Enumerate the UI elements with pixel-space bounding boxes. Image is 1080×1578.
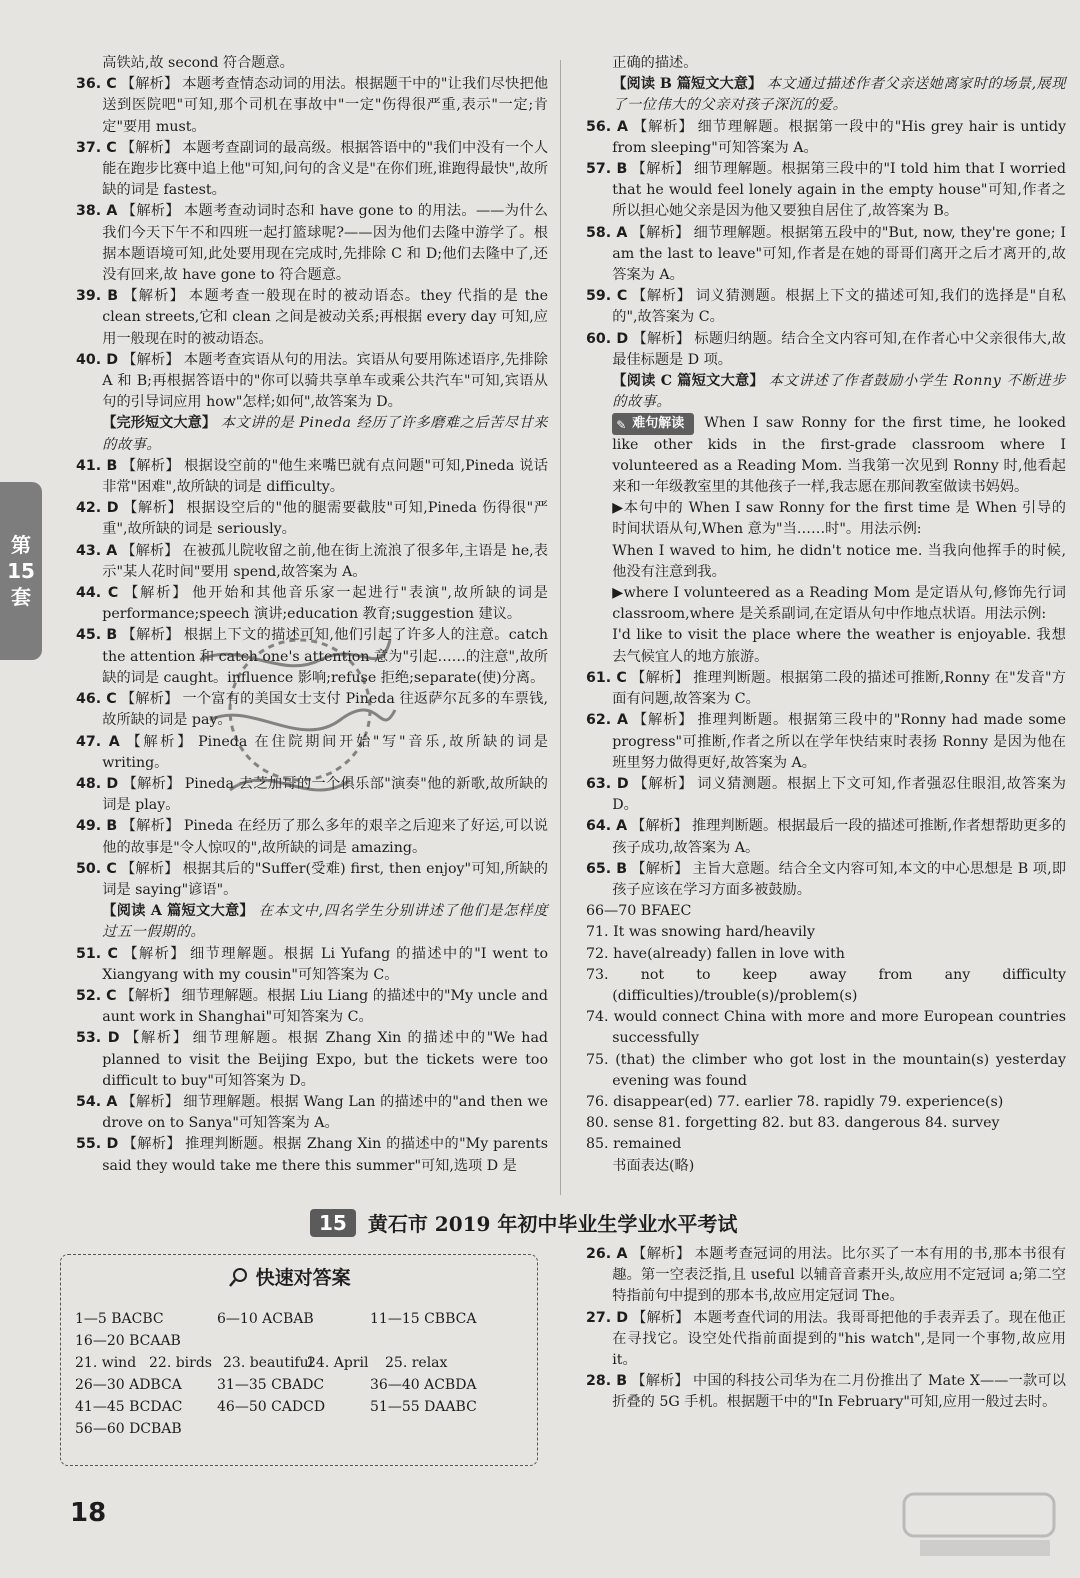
answer-item (76, 286, 548, 350)
question-number: 51. C (76, 945, 118, 962)
analysis-text: 推理判断题。根据最后一段的描述可推断,作者想帮助更多的孩子成功,故答案为 A。 (612, 818, 1066, 856)
answer-item (586, 859, 1066, 901)
page-number: 18 (70, 1498, 107, 1528)
grammar-note: ▶本句中的 When I saw Ronny for the first time 是 When 引导的时间状语从句,When 意为"当……时"。用法示例: (612, 500, 1066, 538)
hard-sentence-label: 难句解读 (632, 416, 685, 432)
question-number: 44. C (76, 585, 119, 602)
analysis-text: 细节理解题。根据第一段中的"His grey hair is untidy from sleeping"可知答案为 A。 (612, 118, 1066, 156)
short-answer: 80. sense 81. forgetting 82. but 83. dangerous 84. survey (586, 1115, 1000, 1132)
side-tab-char: 套 (11, 585, 31, 609)
passage-summary (586, 371, 1066, 413)
analysis-text: 根据上下文的描述可知,他们引起了许多人的注意。catch the attention 和 catch one's attention 意为"引起……的注意",故所缺的词是 caught。influence 影响;refuse 拒绝;separate(使)分离。 (102, 627, 548, 686)
analysis-tag: 【解析】 (121, 1093, 180, 1110)
answer-item (76, 201, 548, 286)
hard-sentence-badge (612, 413, 694, 434)
analysis-tag: 【解析】 (631, 1373, 689, 1390)
summary-label: 【阅读 C 篇短文大意】 (612, 373, 764, 390)
side-tab-number: 15 (7, 559, 35, 583)
quick-answer-cell: 46—50 CADCD (217, 1399, 326, 1415)
right-column (586, 53, 1066, 1177)
analysis-text: 细节理解题。根据 Liu Liang 的描述中的"My uncle and aunt work in Shanghai"可知答案为 C。 (102, 987, 548, 1026)
quick-answer-cell: 21. wind (75, 1355, 137, 1371)
analysis-tag: 【解析】 (121, 945, 186, 962)
short-answer: 73. not to keep away from any difficulty (difficulties)/trouble(s)/problem(s) (586, 966, 1066, 1004)
column-divider (560, 60, 561, 1195)
answer-item (586, 1244, 1066, 1308)
search-icon (229, 1267, 249, 1287)
set-side-tab (0, 482, 42, 660)
question-number: 59. C (586, 288, 628, 305)
analysis-tag: 【解析】 (631, 288, 692, 305)
question-number: 64. A (586, 818, 628, 835)
summary-text: 在本文中,四名学生分别讲述了他们是怎样度过五一假期的。 (102, 903, 549, 941)
analysis-tag: 【解析】 (123, 1030, 189, 1047)
question-number: 60. D (586, 330, 629, 347)
analysis-text: 本题考查宾语从句的用法。宾语从句要用陈述语序,先排除 A 和 B;再根据答语中的"你可以骑共享单车或乘公共汽车"可知,宾语从句的引导词应用 how"怎样;如何",故答案为 D。 (102, 351, 548, 411)
analysis-text: 词义猜测题。根据上下文可知,作者强忍住眼泪,故答案为 D。 (612, 775, 1066, 814)
analysis-tag: 【解析】 (123, 733, 195, 750)
hard-sentence-text: When I saw Ronny for the first time, he looked like other kids in the first-grade classroom where I volunteered as a Reading Mom. 当我第一次见到 Ronny 时,他看起来和一年级教室里的其他孩子一样,我志愿在那间教室做读书妈妈。 (612, 415, 1066, 496)
quick-answer-cell: 31—35 CBADC (217, 1377, 325, 1393)
question-number: 27. D (586, 1309, 628, 1326)
analysis-text: Pineda 在住院期间开始"写"音乐,故所缺的词是 writing。 (102, 733, 548, 771)
analysis-text: Pineda 在经历了那么多年的艰辛之后迎来了好运,可以说他的故事是"令人惊叹的",故所缺的词是 amazing。 (102, 818, 548, 856)
analysis-text: 一个富有的美国女士支付 Pineda 往返萨尔瓦多的车票钱,故所缺的词是 pay。 (102, 691, 548, 729)
analysis-text: 本题考查情态动词的用法。根据题干中的"让我们尽快把他送到医院吧"可知,那个司机在事故中"一定"伤得很严重,表示"一定;肯定"要用 must。 (102, 76, 549, 135)
question-number: 57. B (586, 161, 628, 178)
analysis-text: 推理判断题。根据第二段的描述可推断,Ronny 在"发音"方面有问题,故答案为 C。 (612, 669, 1066, 708)
quick-answer-cell: 24. April (307, 1355, 369, 1371)
analysis-tag: 【解析】 (631, 860, 689, 877)
answer-item (76, 498, 548, 540)
question-number: 58. A (586, 224, 628, 241)
answer-item (586, 710, 1066, 774)
passage-summary (586, 74, 1066, 116)
analysis-tag: 【解析】 (120, 860, 179, 877)
quick-answer-cell: 41—45 BCDAC (75, 1399, 183, 1415)
analysis-tag: 【解析】 (122, 351, 180, 368)
question-number: 42. D (76, 500, 119, 517)
analysis-text: 细节理解题。根据 Zhang Xin 的描述中的"We had planned to visit the Beijing Expo, but the tickets were too difficult to buy"可知答案为 D。 (102, 1030, 548, 1089)
analysis-text: 细节理解题。根据第五段中的"But, now, they're gone; I am the last to leave"可知,作者是在她的哥哥们离开之后才离开的,故答案为 A。 (612, 224, 1066, 284)
answer-item (586, 159, 1066, 223)
answer-item (586, 668, 1066, 710)
question-number: 41. B (76, 457, 118, 474)
analysis-tag: 【解析】 (630, 669, 690, 686)
short-answer: 76. disappear(ed) 77. earlier 78. rapidly 79. experience(s) (586, 1093, 1004, 1110)
short-answer: 85. remained (586, 1136, 682, 1153)
continued-text: 书面表达(略) (612, 1157, 695, 1174)
analysis-text: 根据设空后的"他的腿需要截肢"可知,Pineda 伤得很"严重",故所缺的词是 seriously。 (102, 500, 548, 538)
answer-item (586, 1371, 1066, 1413)
question-number: 63. D (586, 775, 629, 792)
answer-item (76, 138, 548, 202)
short-answer: 72. have(already) fallen in love with (586, 945, 845, 962)
answer-item (586, 816, 1066, 858)
answer-item (76, 456, 548, 498)
answer-item (586, 774, 1066, 816)
quick-answer-box (60, 1254, 538, 1466)
grammar-note: I'd like to visit the place where the weather is enjoyable. 我想去气候宜人的地方旅游。 (612, 627, 1066, 665)
question-number: 50. C (76, 860, 117, 877)
analysis-text: 本题考查动词时态和 have gone to 的用法。——为什么我们今天下午不和四班一起打篮球呢?——因为他们去隆中游学了。根据本题语境可知,此处要用现在完成时,先排除 C 和 D;他们去隆中了,还没有回来,故 have gone to 符合题意。 (102, 203, 548, 284)
quick-answer-cell: 26—30 ADBCA (75, 1377, 182, 1393)
answer-item (76, 74, 548, 138)
analysis-text: 根据设空前的"他生来嘴巴就有点问题"可知,Pineda 说话非常"困难",故所缺的词是 difficulty。 (102, 457, 548, 496)
analysis-text: 细节理解题。根据第三段中的"I told him that I worried that he would feel lonely again in the empty house"可知,作者之所以担心她父亲是因为他又要独自居住了,故答案为 B。 (612, 161, 1066, 220)
answer-item (76, 944, 548, 986)
question-number: 65. B (586, 860, 628, 877)
analysis-text: 本题考查冠词的用法。比尔买了一本有用的书,那本书很有趣。第一空表泛指,且 useful 以辅音音素开头,故应用不定冠词 a;第二空特指前句中提到的那本书,故应用定冠词 The。 (612, 1246, 1066, 1305)
analysis-tag: 【解析】 (631, 818, 688, 835)
hard-sentence (586, 413, 1066, 498)
answer-item (76, 1134, 548, 1176)
analysis-text: 他开始和其他音乐家一起进行"表演",故所缺的词是 performance;speech 演讲;education 教育;suggestion 建议。 (102, 585, 548, 623)
analysis-tag: 【解析】 (120, 76, 179, 93)
section-heading: 黄石市 2019 年初中毕业生学业水平考试 (367, 1212, 738, 1236)
exam-section-title (310, 1208, 737, 1237)
question-number: 48. D (76, 775, 119, 792)
analysis-text: 本题考查副词的最高级。根据答语中的"我们中没有一个人能在跑步比赛中追上他"可知,问句的含义是"在你们班,谁跑得最快",故所缺的词是 fastest。 (102, 139, 549, 199)
question-number: 45. B (76, 627, 118, 644)
quick-answer-cell: 25. relax (385, 1355, 448, 1371)
analysis-tag: 【解析】 (122, 500, 183, 517)
analysis-tag: 【解析】 (631, 712, 694, 729)
handwritten-stamp (180, 600, 410, 830)
summary-label: 【阅读 A 篇短文大意】 (102, 903, 254, 920)
analysis-tag: 【解析】 (632, 118, 694, 135)
quick-answer-cell: 22. birds (149, 1355, 212, 1371)
question-number: 52. C (76, 987, 117, 1004)
summary-text: 本文讲述了作者鼓励小学生 Ronny 不断进步的故事。 (612, 373, 1066, 411)
question-number: 56. A (586, 118, 629, 135)
short-answer: 75. (that) the climber who got lost in the mountain(s) yesterday evening was found (586, 1051, 1066, 1089)
analysis-text: 细节理解题。根据 Wang Lan 的描述中的"and then we drove on to Sanya"可知答案为 A。 (102, 1093, 548, 1132)
analysis-text: 标题归纳题。结合全文内容可知,在作者心中父亲很伟大,故最佳标题是 D 项。 (612, 330, 1066, 368)
analysis-tag: 【解析】 (121, 818, 180, 835)
quick-answer-cell: 1—5 BACBC (75, 1311, 164, 1327)
quick-answer-cell: 16—20 BCAAB (75, 1333, 181, 1349)
analysis-tag: 【解析】 (122, 288, 186, 305)
short-answer: 74. would connect China with more and more European countries successfully (586, 1009, 1066, 1047)
quick-answer-cell: 51—55 DAABC (370, 1399, 477, 1415)
analysis-text: 本题考查代词的用法。我哥哥把他的手表弄丢了。现在他正在寻找它。设空处代指前面提到的"his watch",是同一个事物,故应用 it。 (612, 1309, 1066, 1369)
question-number: 55. D (76, 1136, 119, 1153)
analysis-text: 主旨大意题。结合全文内容可知,本文的中心思想是 B 项,即孩子应该在学习方面多被鼓励。 (612, 860, 1067, 898)
answer-item (76, 986, 548, 1028)
answer-item (76, 541, 548, 583)
answer-item (586, 1308, 1066, 1372)
continued-text: 高铁站,故 second 符合题意。 (102, 55, 294, 71)
analysis-text: 推理判断题。根据 Zhang Xin 的描述中的"My parents said they would take me there this summer"可知,选项 D 是 (102, 1136, 548, 1174)
quick-answer-cell: 11—15 CBBCA (370, 1311, 477, 1327)
grammar-note: ▶where I volunteered as a Reading Mom 是定语从句,修饰先行词 classroom,where 是关系副词,在定语从句中作地点状语。用法示例: (612, 585, 1066, 623)
question-number: 49. B (76, 818, 118, 835)
answer-item (76, 350, 548, 414)
quick-answer-cell: 6—10 ACBAB (217, 1311, 314, 1327)
summary-text: 本文通过描述作者父亲送她离家时的场景,展现了一位伟大的父亲对孩子深沉的爱。 (612, 76, 1067, 114)
analysis-text: 中国的科技公司华为在二月份推出了 Mate X——一款可以折叠的 5G 手机。根据题干中的"In February"可知,应用一般过去时。 (612, 1373, 1066, 1411)
quick-answer-title (229, 1263, 351, 1290)
answer-item (586, 286, 1066, 328)
analysis-text: 本题考查一般现在时的被动语态。they 代指的是 the clean streets,它和 clean 之间是被动关系;再根据 every day 可知,应用一般现在时的被动语态。 (102, 288, 548, 347)
analysis-text: 词义猜测题。根据上下文的描述可知,我们的选择是"自私的",故答案为 C。 (612, 288, 1066, 326)
short-answer: 71. It was snowing hard/heavily (586, 924, 815, 941)
question-number: 47. A (76, 733, 120, 750)
quick-answer-cell: 56—60 DCBAB (75, 1421, 182, 1437)
question-number: 36. C (76, 76, 117, 93)
analysis-tag: 【解析】 (120, 691, 179, 708)
passage-summary (76, 901, 548, 943)
short-answer: 66—70 BFAEC (586, 903, 692, 920)
question-number: 43. A (76, 542, 118, 559)
analysis-tag: 【解析】 (121, 457, 181, 474)
analysis-text: Pineda 去芝加哥的一个俱乐部"演奏"他的新歌,故所缺的词是 play。 (102, 775, 548, 814)
answer-item (586, 329, 1066, 371)
answer-item (76, 1092, 548, 1134)
analysis-text: 根据其后的"Suffer(受难) first, then enjoy"可知,所缺的词是 saying"谚语"。 (102, 860, 549, 898)
question-number: 54. A (76, 1093, 118, 1110)
question-number: 39. B (76, 288, 119, 305)
analysis-text: 细节理解题。根据 Li Yufang 的描述中的"I went to Xiangyang with my cousin"可知答案为 C。 (102, 945, 548, 983)
side-tab-char: 第 (11, 533, 31, 557)
continued-text: 正确的描述。 (612, 55, 698, 71)
question-number: 40. D (76, 351, 119, 368)
analysis-text: 在被孤儿院收留之前,他在街上流浪了很多年,主语是 he,表示"某人花时间"要用 spend,故答案为 A。 (102, 542, 548, 580)
quick-answer-cell: 23. beautiful (223, 1355, 314, 1371)
analysis-tag: 【解析】 (632, 1309, 690, 1326)
analysis-tag: 【解析】 (631, 1246, 691, 1262)
question-number: 53. D (76, 1030, 120, 1047)
bottom-right-column (586, 1244, 1066, 1414)
question-number: 62. A (586, 712, 628, 729)
passage-summary (76, 413, 548, 455)
grammar-note: When I waved to him, he didn't notice me. 当我向他挥手的时候,他没有注意到我。 (612, 542, 1066, 580)
question-number: 61. C (586, 669, 627, 686)
pen-icon: ✎ (616, 418, 627, 433)
question-number: 28. B (586, 1373, 628, 1390)
analysis-tag: 【解析】 (121, 542, 179, 559)
summary-label: 【阅读 B 篇短文大意】 (612, 76, 763, 93)
question-number: 37. C (76, 139, 117, 156)
analysis-tag: 【解析】 (631, 224, 690, 241)
answer-item (586, 223, 1066, 287)
analysis-tag: 【解析】 (122, 585, 189, 602)
analysis-tag: 【解析】 (631, 161, 690, 178)
analysis-tag: 【解析】 (120, 987, 178, 1004)
analysis-tag: 【解析】 (632, 330, 691, 347)
question-number: 46. C (76, 691, 117, 708)
answer-item (586, 117, 1066, 159)
quick-answer-cell: 36—40 ACBDA (370, 1377, 477, 1393)
analysis-tag: 【解析】 (121, 627, 180, 644)
analysis-tag: 【解析】 (121, 203, 180, 220)
question-number: 38. A (76, 203, 118, 220)
watermark-logo (900, 1490, 1060, 1560)
section-number-badge: 15 (310, 1209, 356, 1237)
analysis-tag: 【解析】 (122, 775, 181, 792)
answer-item (76, 1028, 548, 1092)
summary-text: 本文讲的是 Pineda 经历了许多磨难之后苦尽甘来的故事。 (102, 415, 548, 453)
analysis-tag: 【解析】 (632, 775, 694, 792)
question-number: 26. A (586, 1246, 628, 1262)
analysis-text: 推理判断题。根据第三段中的"Ronny had made some progress"可推断,作者之所以在学年快结束时表扬 Ronny 是因为他在班里努力做得更好,故答案为 A。 (612, 712, 1066, 771)
analysis-tag: 【解析】 (120, 139, 179, 156)
summary-label: 【完形短文大意】 (102, 415, 217, 432)
answer-item (76, 859, 548, 901)
quick-answer-title-text: 快速对答案 (255, 1267, 351, 1289)
analysis-tag: 【解析】 (122, 1136, 182, 1153)
